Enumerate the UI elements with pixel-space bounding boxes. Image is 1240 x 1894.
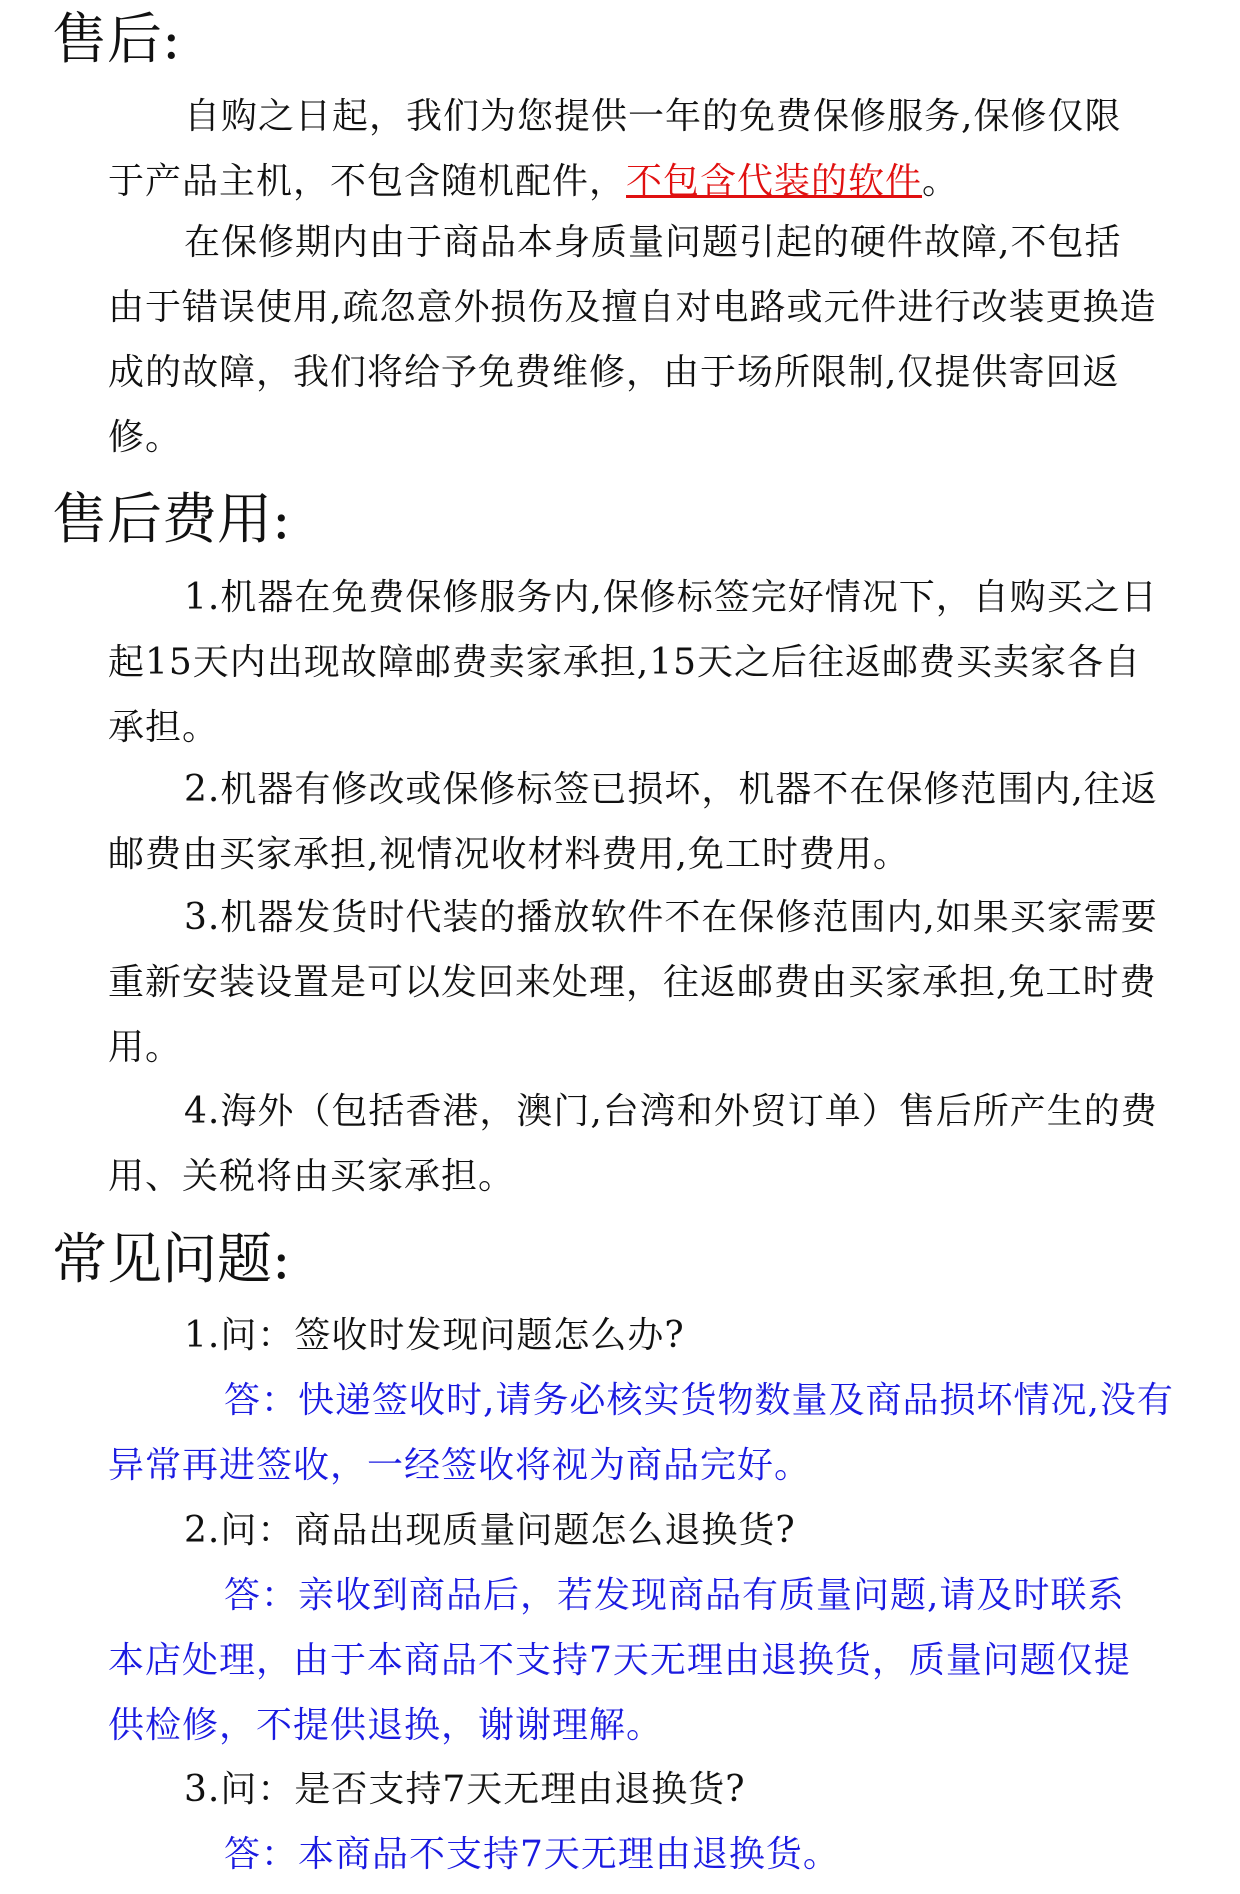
after-sales-fees-heading: 售后费用: [52, 487, 291, 551]
after-sales-paragraph-2: 在保修期内由于商品本身质量问题引起的硬件故障,不包括由于错误使用,疏忽意外损伤及擅自对电路或元件进行改装更换造成的故障，我们将给予免费维修，由于场所限制,仅提供寄回返修。 [108, 222, 1157, 458]
faq-answer-3: 答：本商品不支持7天无理由退换货。 [224, 1834, 840, 1875]
fee-item-2: 2.机器有修改或保修标签已损坏，机器不在保修范围内,往返邮费由买家承担,视情况收材料费用,免工时费用。 [108, 769, 1158, 875]
faq-question-2: 2.问：商品出现质量问题怎么退换货? [184, 1510, 796, 1551]
fee-item-3: 3.机器发货时代装的播放软件不在保修范围内,如果买家需要重新安装设置是可以发回来处理，往返邮费由买家承担,免工时费用。 [108, 897, 1158, 1068]
faq-answer-2: 答：亲收到商品后，若发现商品有质量问题,请及时联系本店处理，由于本商品不支持7天无理由退换货，质量问题仅提供检修，不提供退换，谢谢理解。 [108, 1575, 1131, 1746]
fee-item-1: 1.机器在免费保修服务内,保修标签完好情况下，自购买之日起15天内出现故障邮费卖家承担,15天之后往返邮费买卖家各自承担。 [108, 577, 1158, 748]
after-sales-paragraph-1-text: 自购之日起，我们为您提供一年的免费保修服务,保修仅限于产品主机，不包含随机配件， [108, 96, 1122, 202]
fee-item-4: 4.海外（包括香港，澳门,台湾和外贸订单）售后所产生的费用、关税将由买家承担。 [108, 1091, 1158, 1197]
faq-question-3: 3.问：是否支持7天无理由退换货? [184, 1769, 746, 1810]
after-sales-paragraph-1-end: 。 [922, 161, 960, 202]
faq-answer-1: 答：快递签收时,请务必核实货物数量及商品损坏情况,没有异常再进签收，一经签收将视为商品完好。 [108, 1380, 1174, 1486]
after-sales-heading: 售后: [52, 7, 181, 71]
faq-question-1: 1.问：签收时发现问题怎么办? [184, 1315, 685, 1356]
after-sales-paragraph-1 [108, 84, 1158, 214]
software-exclusion-highlight: 不包含代装的软件 [626, 161, 923, 202]
faq-heading: 常见问题: [52, 1227, 291, 1291]
